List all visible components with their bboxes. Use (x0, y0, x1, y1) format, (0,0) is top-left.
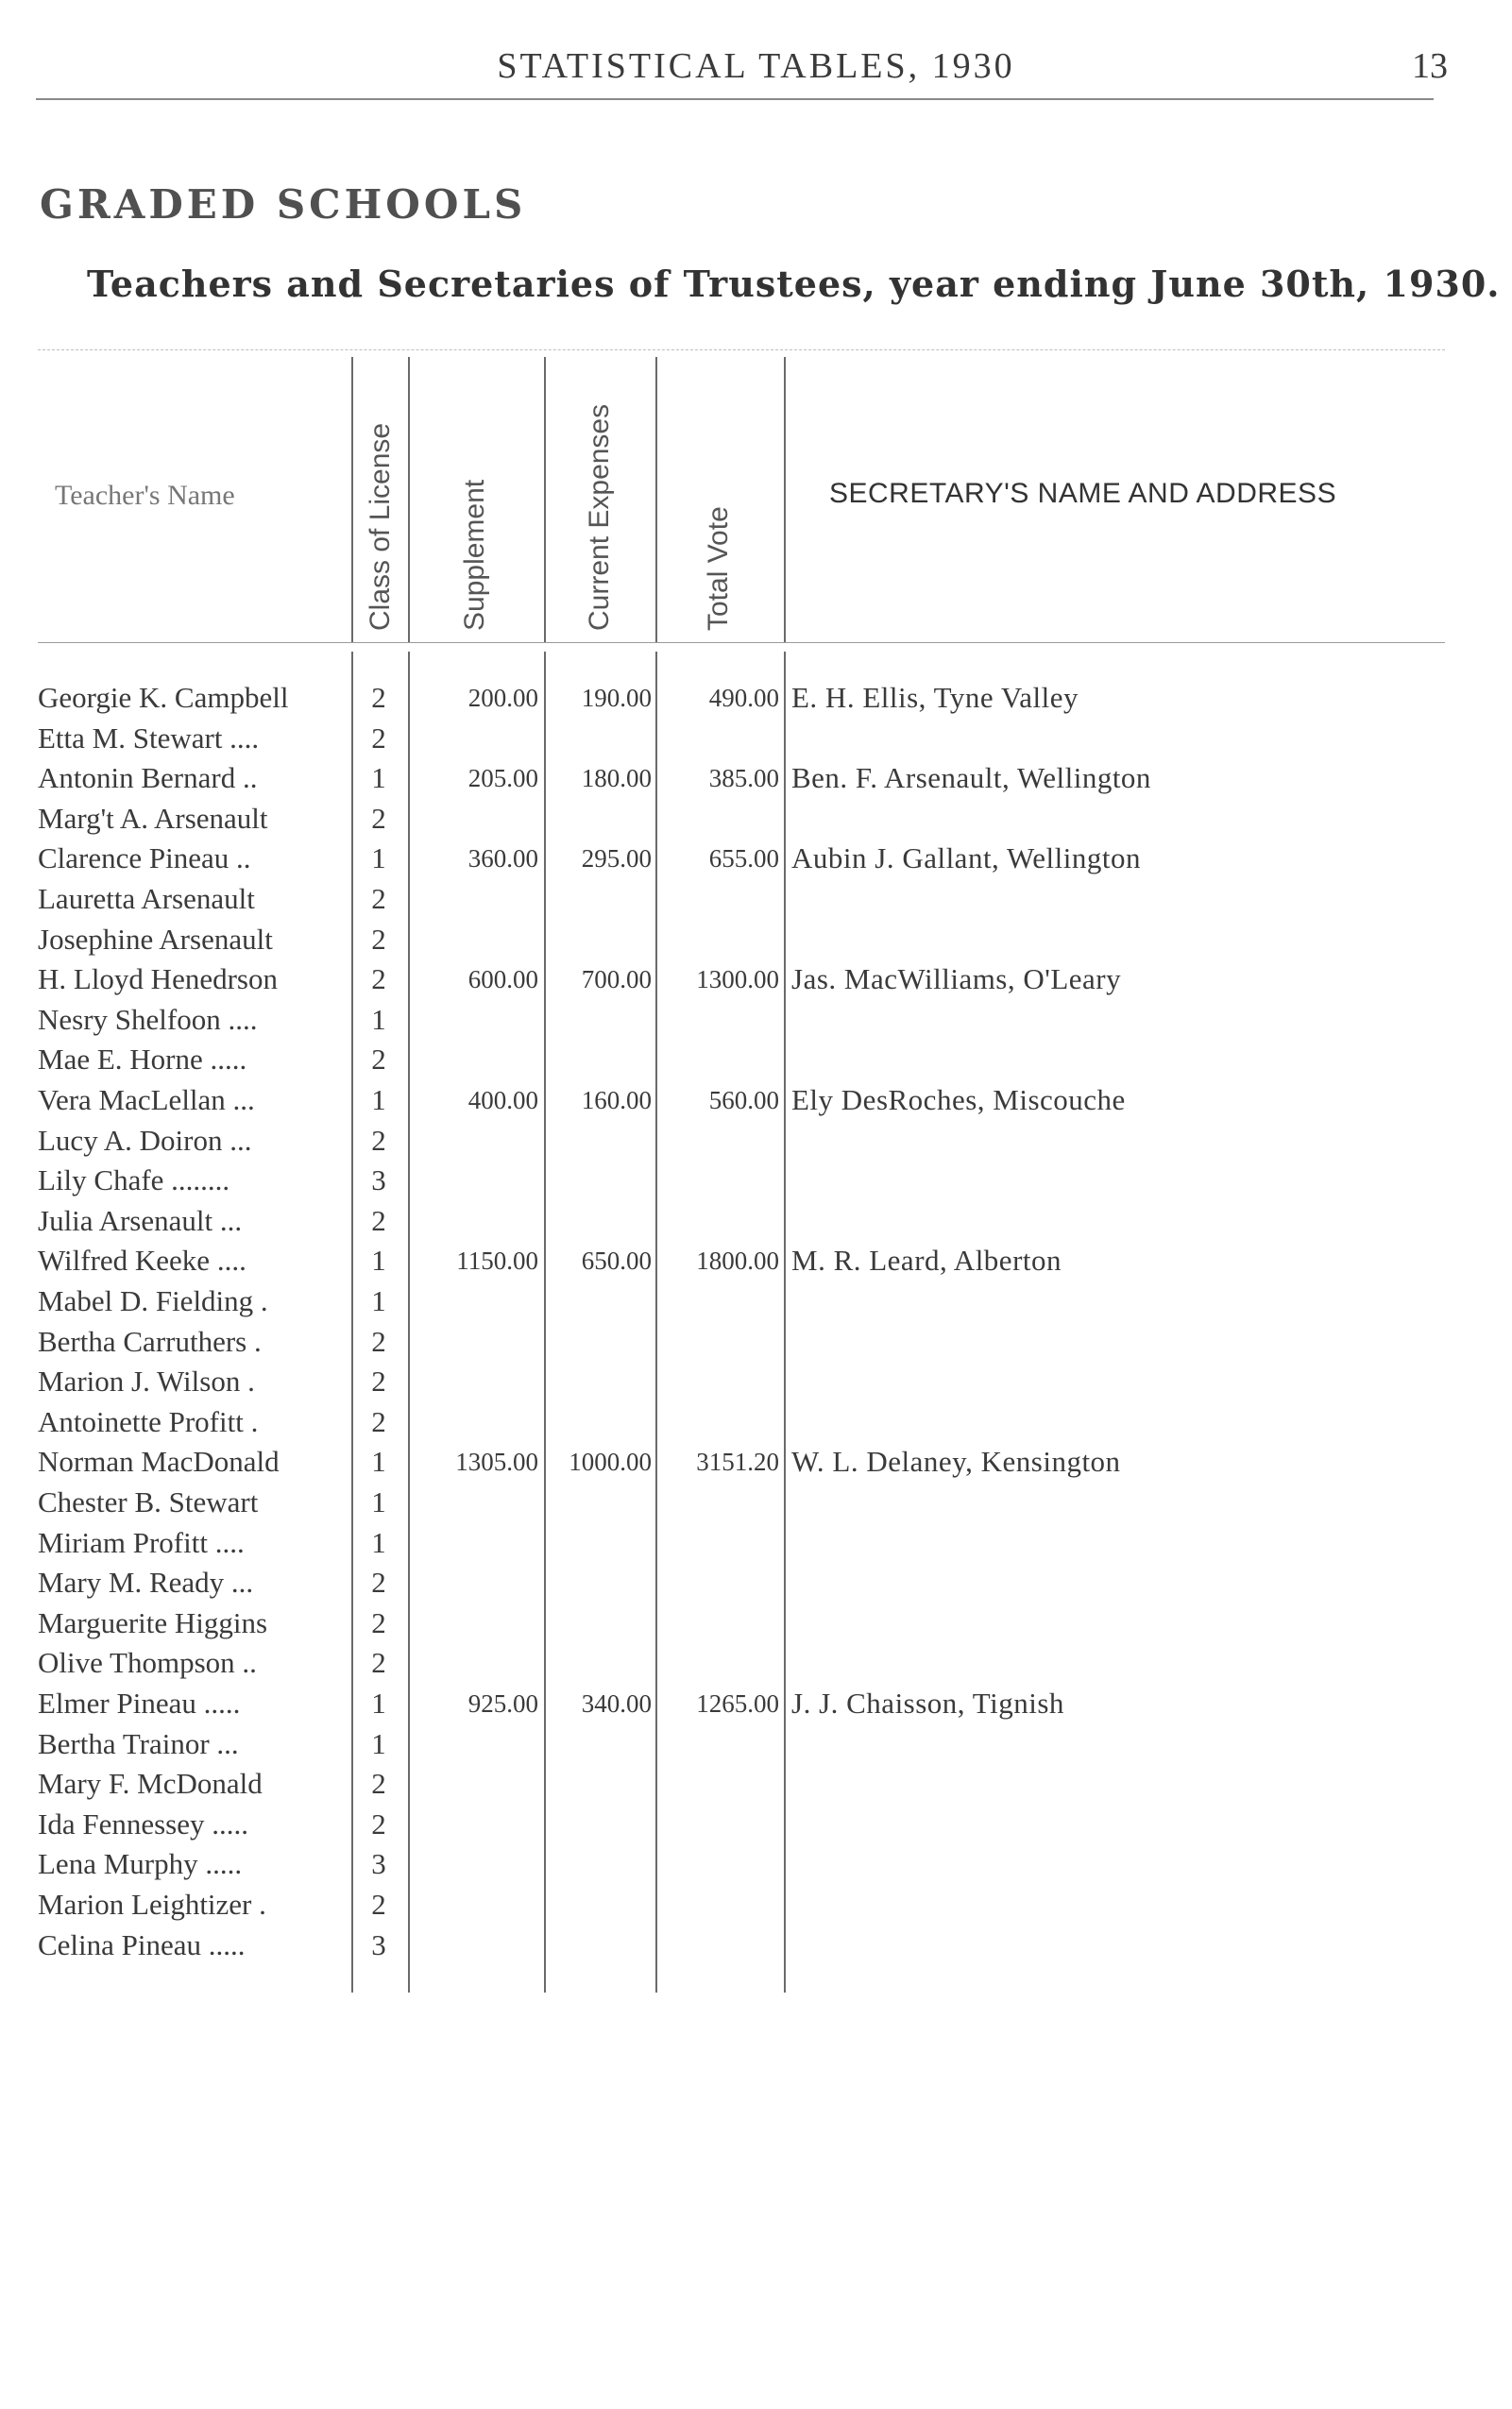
total-vote-amount: 490.00 (708, 684, 779, 712)
section-subtitle: Teachers and Secretaries of Trustees, year ending June 30th, 1930. (87, 263, 1501, 305)
license-class: 2 (371, 922, 386, 956)
table-top-rule (38, 349, 1445, 350)
teacher-name: Lauretta Arsenault (38, 882, 255, 915)
teacher-name: Mary M. Ready ... (38, 1566, 254, 1600)
license-class: 2 (371, 1646, 386, 1680)
total-vote-amount: 3151.20 (696, 1448, 779, 1477)
table-row (0, 678, 1512, 718)
table-row (0, 1281, 1512, 1321)
license-class: 1 (371, 841, 386, 875)
teacher-name: Lucy A. Doiron ... (38, 1123, 252, 1157)
license-class: 1 (371, 1687, 386, 1720)
license-class: 1 (371, 1083, 386, 1116)
teacher-name: Chester B. Stewart (38, 1485, 259, 1518)
total-vote-amount: 1265.00 (696, 1689, 779, 1718)
teacher-name: Norman MacDonald (38, 1445, 280, 1479)
license-class: 3 (371, 1163, 386, 1197)
supplement-amount: 1150.00 (456, 1247, 538, 1276)
teacher-name: Marguerite Higgins (38, 1605, 268, 1639)
teacher-name: Mary F. McDonald (38, 1767, 263, 1801)
teacher-name: Bertha Carruthers . (38, 1324, 262, 1358)
teacher-name: Julia Arsenault ... (38, 1203, 243, 1237)
table-row (0, 839, 1512, 878)
table-row (0, 1121, 1512, 1161)
license-class: 2 (371, 1404, 386, 1438)
teacher-name: Miriam Profitt .... (38, 1525, 245, 1559)
teacher-name: Lena Murphy ..... (38, 1847, 243, 1881)
teacher-name: Bertha Trainor ... (38, 1726, 239, 1760)
supplement-amount: 200.00 (467, 684, 538, 712)
teacher-name: Georgie K. Campbell (38, 681, 289, 714)
teacher-name: Clarence Pineau .. (38, 841, 251, 875)
license-class: 1 (371, 1485, 386, 1518)
current-expenses-amount: 340.00 (581, 1689, 652, 1718)
current-expenses-amount: 700.00 (581, 965, 652, 994)
teacher-name: Antoinette Profitt . (38, 1404, 259, 1438)
teacher-name: Mae E. Horne ..... (38, 1043, 247, 1077)
license-class: 1 (371, 1244, 386, 1278)
table-row (0, 920, 1512, 959)
table-row (0, 1603, 1512, 1643)
license-class: 2 (371, 1365, 386, 1399)
table-row (0, 1000, 1512, 1040)
table-row (0, 1885, 1512, 1925)
section-title: GRADED SCHOOLS (40, 181, 527, 228)
teacher-name: Ida Fennessey ..... (38, 1807, 248, 1841)
teacher-name: Josephine Arsenault (38, 922, 273, 956)
teacher-name: H. Lloyd Henedrson (38, 962, 278, 996)
license-class: 2 (371, 801, 386, 835)
table-row (0, 1684, 1512, 1723)
table-row (0, 1523, 1512, 1563)
teacher-name: Celina Pineau ..... (38, 1927, 246, 1961)
total-vote-amount: 560.00 (708, 1086, 779, 1114)
secretary-name-address: Jas. MacWilliams, O'Leary (791, 962, 1122, 996)
license-class: 2 (371, 882, 386, 915)
table-row (0, 1643, 1512, 1683)
current-expenses-amount: 180.00 (581, 764, 652, 793)
table-row (0, 1926, 1512, 1965)
license-class: 2 (371, 1767, 386, 1801)
license-class: 2 (371, 1888, 386, 1921)
teacher-name: Mabel D. Fielding . (38, 1284, 268, 1317)
secretary-name-address: J. J. Chaisson, Tignish (791, 1687, 1064, 1720)
secretary-name-address: Aubin J. Gallant, Wellington (791, 841, 1141, 875)
teacher-name: Vera MacLellan ... (38, 1083, 255, 1116)
supplement-amount: 205.00 (467, 764, 538, 793)
secretary-name-address: Ely DesRoches, Miscouche (791, 1083, 1126, 1116)
license-class: 2 (371, 1203, 386, 1237)
total-vote-amount: 1800.00 (696, 1247, 779, 1276)
teacher-name: Lily Chafe ........ (38, 1163, 230, 1197)
column-header-current: Current Expenses (584, 403, 615, 631)
table-row (0, 1080, 1512, 1120)
teacher-name: Marion J. Wilson . (38, 1365, 255, 1399)
table-row (0, 1402, 1512, 1442)
teacher-name: Antonin Bernard .. (38, 761, 258, 795)
column-divider (655, 357, 657, 642)
supplement-amount: 1305.00 (455, 1448, 538, 1477)
supplement-amount: 360.00 (467, 844, 538, 874)
running-title: STATISTICAL TABLES, 1930 (497, 46, 1015, 86)
table-row (0, 959, 1512, 999)
license-class: 2 (371, 1123, 386, 1157)
current-expenses-amount: 1000.00 (569, 1448, 652, 1477)
column-divider (408, 357, 410, 642)
license-class: 1 (371, 1445, 386, 1479)
teacher-name: Marg't A. Arsenault (38, 801, 268, 835)
table-header-rule (38, 642, 1445, 643)
column-divider (544, 357, 546, 642)
teacher-name: Marion Leightizer . (38, 1888, 266, 1921)
secretary-name-address: M. R. Leard, Alberton (791, 1244, 1062, 1278)
column-divider (784, 357, 786, 642)
current-expenses-amount: 190.00 (581, 684, 652, 712)
license-class: 2 (371, 721, 386, 755)
license-class: 1 (371, 1002, 386, 1036)
table-row (0, 799, 1512, 839)
table-row (0, 1483, 1512, 1522)
table-row (0, 1563, 1512, 1603)
teacher-name: Elmer Pineau ..... (38, 1687, 241, 1720)
supplement-amount: 600.00 (467, 965, 538, 994)
table-row (0, 1241, 1512, 1281)
table-row (0, 1442, 1512, 1482)
license-class: 2 (371, 1324, 386, 1358)
table-row (0, 1724, 1512, 1764)
table-row (0, 1844, 1512, 1884)
column-header-secretary: SECRETARY'S NAME AND ADDRESS (829, 478, 1337, 509)
table-row (0, 879, 1512, 919)
current-expenses-amount: 160.00 (581, 1086, 652, 1114)
license-class: 2 (371, 962, 386, 996)
total-vote-amount: 385.00 (708, 764, 779, 793)
license-class: 1 (371, 761, 386, 795)
header-rule (36, 98, 1434, 100)
secretary-name-address: Ben. F. Arsenault, Wellington (791, 761, 1151, 795)
table-row (0, 1322, 1512, 1362)
table-row (0, 1362, 1512, 1401)
total-vote-amount: 655.00 (708, 844, 779, 874)
license-class: 2 (371, 1807, 386, 1841)
table-row (0, 719, 1512, 758)
license-class: 2 (371, 1566, 386, 1600)
license-class: 2 (371, 1043, 386, 1077)
license-class: 3 (371, 1927, 386, 1961)
secretary-name-address: W. L. Delaney, Kensington (791, 1445, 1121, 1479)
secretary-name-address: E. H. Ellis, Tyne Valley (791, 681, 1079, 714)
column-header-total: Total Vote (703, 506, 734, 631)
column-divider (351, 357, 353, 642)
current-expenses-amount: 295.00 (581, 844, 652, 874)
table-row (0, 1805, 1512, 1844)
table-row (0, 1161, 1512, 1200)
supplement-amount: 400.00 (467, 1086, 538, 1114)
column-header-supplement: Supplement (459, 479, 490, 631)
license-class: 3 (371, 1847, 386, 1881)
license-class: 1 (371, 1525, 386, 1559)
current-expenses-amount: 650.00 (581, 1247, 652, 1276)
license-class: 1 (371, 1726, 386, 1760)
license-class: 2 (371, 1605, 386, 1639)
table-row (0, 758, 1512, 798)
column-header-teacher: Teacher's Name (55, 480, 235, 511)
license-class: 1 (371, 1284, 386, 1317)
license-class: 2 (371, 681, 386, 714)
table-row (0, 1201, 1512, 1241)
teacher-name: Wilfred Keeke .... (38, 1244, 246, 1278)
page-number: 13 (1412, 46, 1448, 86)
teacher-name: Etta M. Stewart .... (38, 721, 260, 755)
table-row (0, 1764, 1512, 1804)
supplement-amount: 925.00 (467, 1689, 538, 1718)
teacher-name: Olive Thompson .. (38, 1646, 257, 1680)
total-vote-amount: 1300.00 (696, 965, 779, 994)
table-row (0, 1040, 1512, 1079)
teacher-name: Nesry Shelfoon .... (38, 1002, 258, 1036)
column-header-class: Class of License (365, 422, 396, 631)
